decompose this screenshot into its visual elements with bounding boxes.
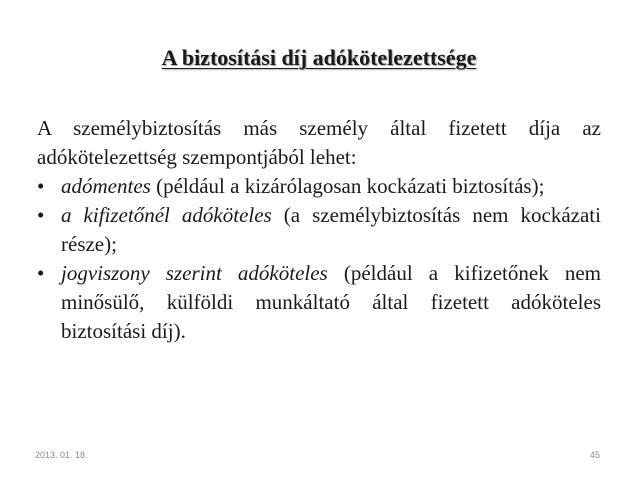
slide-body <box>37 114 601 346</box>
page-number: 45 <box>589 450 600 460</box>
bullet-list <box>37 172 601 346</box>
bullet-emphasis: a kifizetőnél adóköteles <box>61 203 272 227</box>
bullet-item-tax-exempt <box>37 172 601 201</box>
bullet-icon: • <box>37 174 45 198</box>
bullet-icon: • <box>37 203 45 227</box>
footer-date: 2013. 01. 18. <box>35 450 88 460</box>
bullet-item-payer-taxable <box>37 201 601 259</box>
bullet-icon: • <box>37 261 45 285</box>
intro-paragraph: A személybiztosítás más személy által fizetett díja az adókötelezettség szempontjából lehet: <box>37 116 601 169</box>
bullet-emphasis: jogviszony szerint adóköteles <box>61 261 328 285</box>
bullet-emphasis: adómentes <box>61 174 151 198</box>
bullet-item-relationship-taxable <box>37 259 601 346</box>
bullet-text: (a személybiztosítás nem kockázati része); <box>61 203 601 256</box>
bullet-text: (például a kizárólagosan kockázati biztosítás); <box>150 174 545 198</box>
slide-title: A biztosítási díj adókötelezettsége <box>161 45 477 70</box>
bullet-text: (például a kifizetőnek nem minősülő, külföldi munkáltató által fizetett adóköteles biztosítási díj). <box>61 261 601 343</box>
